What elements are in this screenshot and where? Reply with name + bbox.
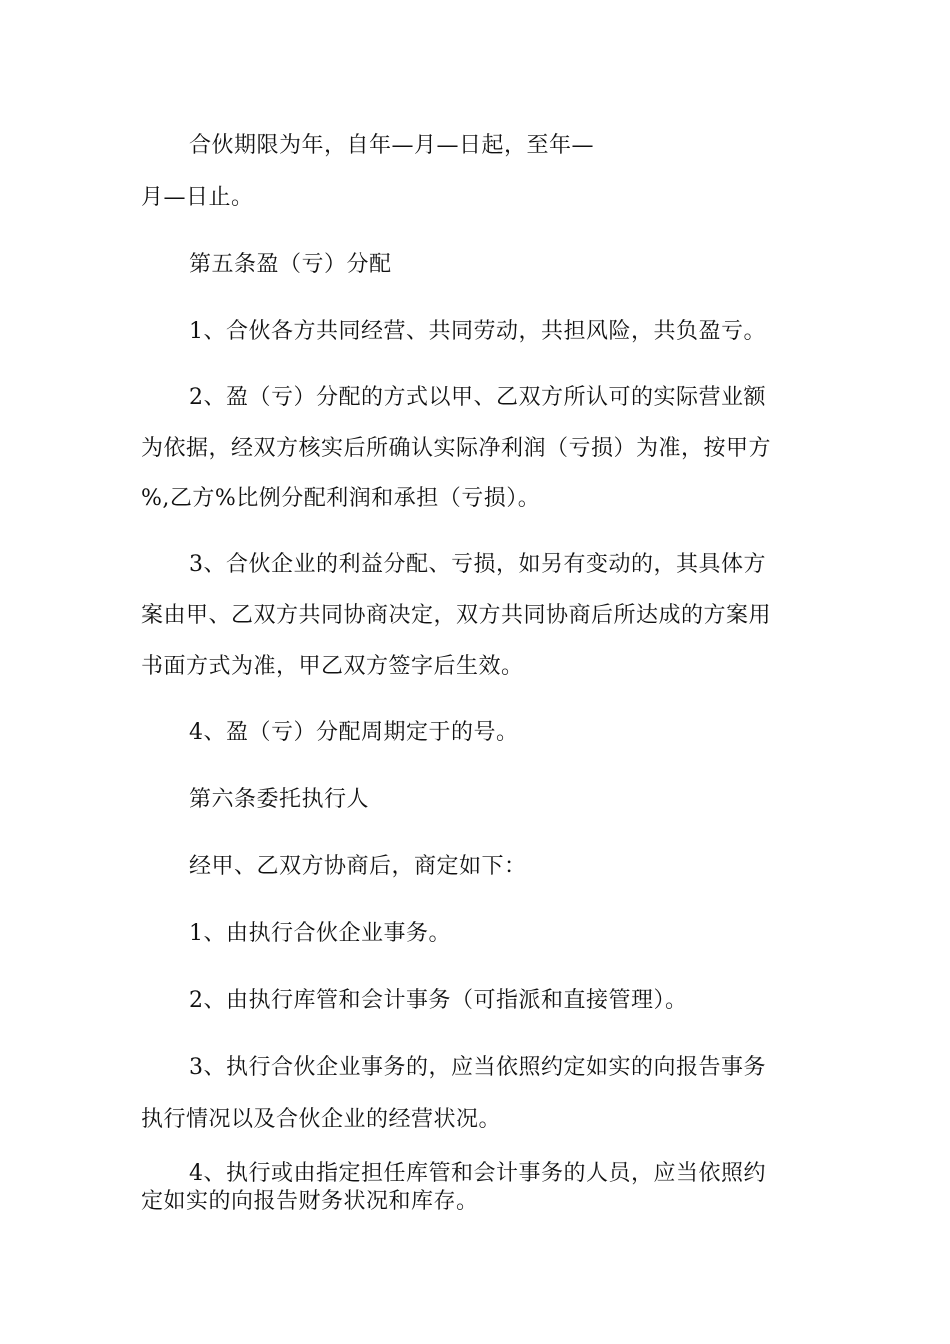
article-5-clause-3-line-1: 3、合伙企业的利益分配、亏损，如另有变动的，其具体方 — [189, 552, 766, 577]
section-heading-article-5: 第五条盈（亏）分配 — [189, 252, 392, 277]
article-5-clause-2-line-1: 2、盈（亏）分配的方式以甲、乙双方所认可的实际营业额 — [189, 385, 766, 410]
article-5-clause-2-line-3: %,乙方%比例分配利润和承担（亏损）。 — [141, 486, 541, 511]
paragraph-term-line-1: 合伙期限为年，自年—月—日起，至年— — [189, 133, 595, 158]
article-6-clause-3-line-1: 3、执行合伙企业事务的，应当依照约定如实的向报告事务 — [189, 1055, 766, 1080]
article-5-clause-1: 1、合伙各方共同经营、共同劳动，共担风险，共负盈亏。 — [189, 319, 766, 344]
article-6-clause-4-line-2: 定如实的向报告财务状况和库存。 — [141, 1189, 479, 1214]
section-heading-article-6: 第六条委托执行人 — [189, 787, 370, 812]
article-6-intro: 经甲、乙双方协商后，商定如下： — [189, 854, 527, 879]
article-5-clause-3-line-3: 书面方式为准，甲乙双方签字后生效。 — [141, 654, 524, 679]
article-5-clause-4: 4、盈（亏）分配周期定于的号。 — [189, 720, 519, 745]
article-5-clause-3-line-2: 案由甲、乙双方共同协商决定，双方共同协商后所达成的方案用 — [141, 603, 772, 628]
paragraph-term-line-2: 月—日止。 — [141, 185, 254, 210]
article-6-clause-1: 1、由执行合伙企业事务。 — [189, 921, 451, 946]
article-5-clause-2-line-2: 为依据，经双方核实后所确认实际净利润（亏损）为准，按甲方 — [141, 436, 772, 461]
article-6-clause-2: 2、由执行库管和会计事务（可指派和直接管理）。 — [189, 988, 688, 1013]
article-6-clause-4-line-1: 4、执行或由指定担任库管和会计事务的人员，应当依照约 — [189, 1161, 766, 1186]
article-6-clause-3-line-2: 执行情况以及合伙企业的经营状况。 — [141, 1107, 502, 1132]
